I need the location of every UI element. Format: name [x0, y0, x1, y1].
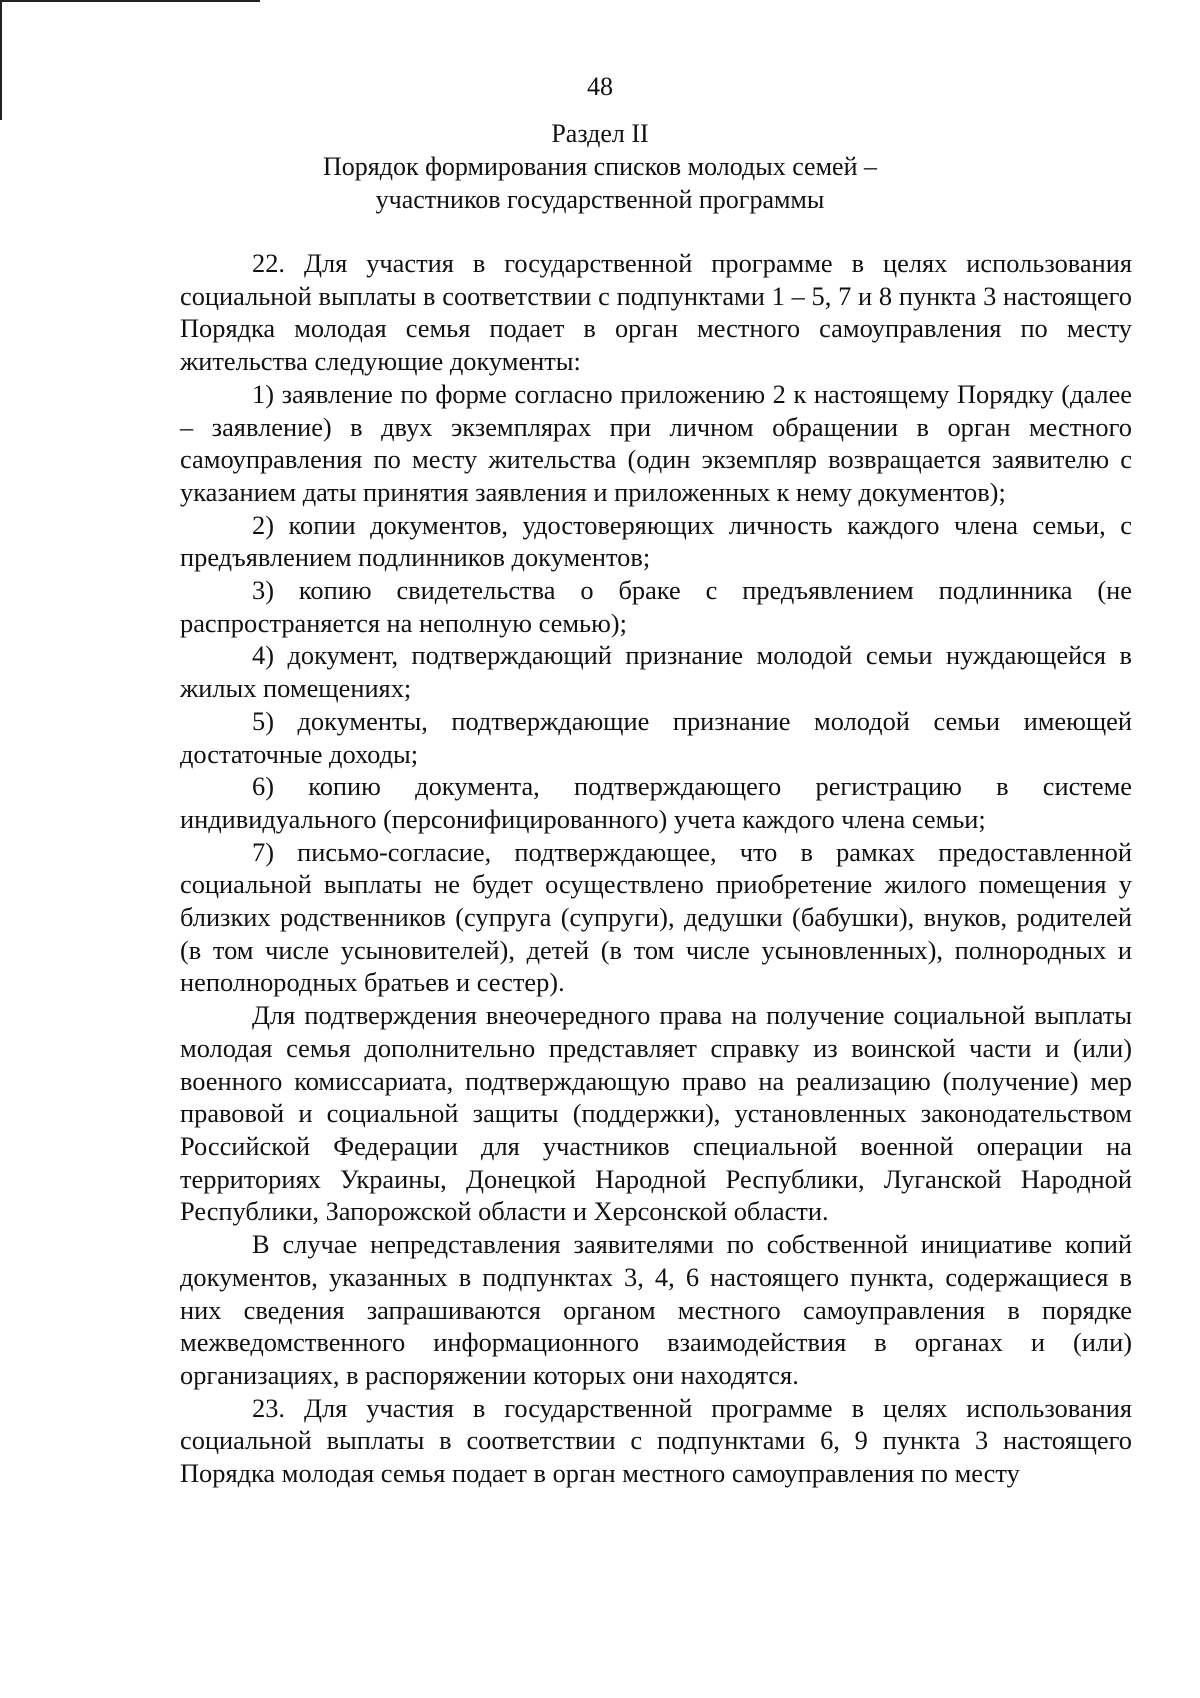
list-item-3: 3) копию свидетельства о браке с предъявлением подлинника (не распространяется на неполную семью); [180, 575, 1132, 638]
page-number: 48 [587, 72, 613, 101]
list-item-5: 5) документы, подтверждающие признание молодой семьи имеющей достаточные доходы; [180, 705, 1132, 769]
list-item-2: 2) копии документов, удостоверяющих личность каждого члена семьи, с предъявлением подлинников документов; [180, 509, 1132, 573]
section-subtitle-line-2: участников государственной программы [375, 185, 825, 214]
list-item-6: 6) копию документа, подтверждающего регистрацию в системе индивидуального (персонифицированного) учета каждого члена семьи; [180, 771, 1132, 834]
section-subtitle [0, 150, 1200, 216]
section-title: Раздел II [551, 119, 649, 148]
list-item-1: 1) заявление по форме согласно приложению 2 к настоящему Порядку (далее – заявление) в двух экземплярах при личном обращении в орган местного самоуправления по месту жительства (один экземпляр возвращается заявителю с указанием даты принятия заявления и приложенных к нему документов); [180, 378, 1132, 507]
paragraph-interdepartmental: В случае непредставления заявителями по собственной инициативе копий документов, указанных в подпунктах 3, 4, 6 настоящего пункта, содержащиеся в них сведения запрашиваются органом местного самоуправления в порядке межведомственного информационного взаимодействия в органах и (или) организациях, в распоряжении которых они находятся. [180, 1229, 1132, 1390]
list-item-7: 7) письмо-согласие, подтверждающее, что в рамках предоставленной социальной выплаты не будет осуществлено приобретение жилого помещения у близких родственников (супруга (супруги), дедушки (бабушки), внуков, родителей (в том числе усыновителей), детей (в том числе усыновленных), полнородных и неполнородных братьев и сестер). [180, 836, 1132, 998]
paragraph-22: 22. Для участия в государственной программе в целях использования социальной выплаты в соответствии с подпунктами 1 – 5, 7 и 8 пункта 3 настоящего Порядка молодая семья подает в орган местного самоуправления по месту жительства следующие документы: [180, 248, 1132, 377]
section-subtitle-line-1: Порядок формирования списков молодых семей – [322, 152, 877, 181]
document-body [180, 247, 1132, 1490]
list-item-4: 4) документ, подтверждающий признание молодой семьи нуждающейся в жилых помещениях; [180, 640, 1132, 704]
scan-edge-top [0, 0, 260, 2]
paragraph-23: 23. Для участия в государственной программе в целях использования социальной выплаты в соответствии с подпунктами 6, 9 пункта 3 настоящего Порядка молодая семья подает в орган местного самоуправления по месту [180, 1392, 1132, 1489]
paragraph-priority-right: Для подтверждения внеочередного права на получение социальной выплаты молодая семья дополнительно представляет справку из воинской части и (или) военного комиссариата, подтверждающую право на реализацию (получение) мер правовой и социальной защиты (поддержки), установленных законодательством Российской Федерации для участников специальной военной операции на территориях Украины, Донецкой Народной Республики, Луганской Народной Республики, Запорожской области и Херсонской области. [180, 1000, 1132, 1227]
